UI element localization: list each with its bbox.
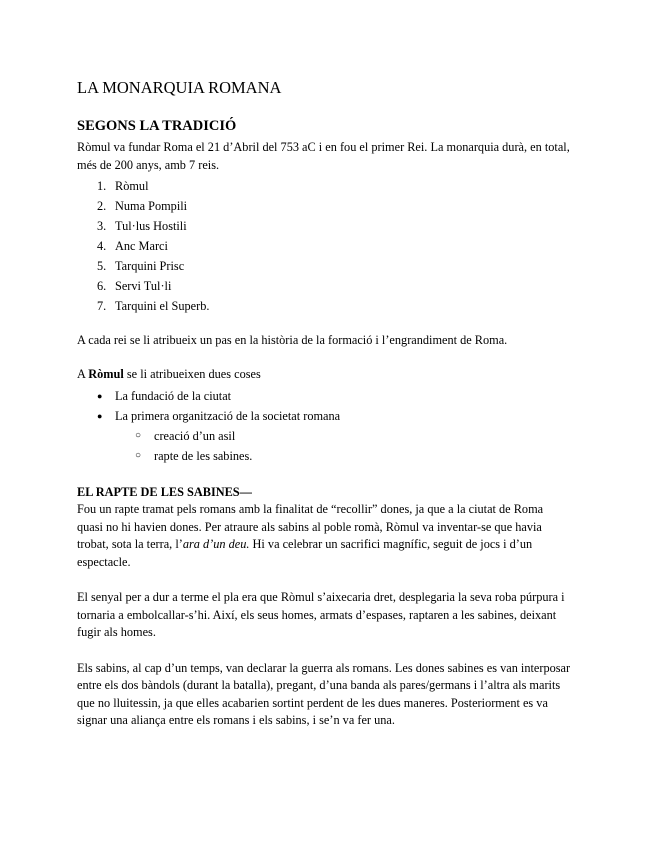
- p1-after: Hi va celebrar un sacrifici magnífic, seguit de jocs i d’un espectacle.: [77, 537, 533, 569]
- list-number: 6.: [97, 279, 107, 293]
- each-king-paragraph: A cada rei se li atribueix un pas en la història de la formació i l’engrandiment de Roma.: [77, 333, 508, 347]
- king-name: Tarquini el Superb.: [115, 299, 210, 313]
- spacer: [77, 571, 572, 589]
- spacer: [77, 316, 572, 332]
- list-item: [97, 276, 572, 296]
- section-heading-sabines: EL RAPTE DE LES SABINES—: [77, 485, 252, 499]
- king-name: Tarquini Prisc: [115, 259, 185, 273]
- sabines-paragraph-3: Els sabins, al cap d’un temps, van declarar la guerra als romans. Les dones sabines es van interposar entre els dos bàndols (durant la batalla), pregant, d’una banda als pares/germans i l’altra als marits que no lluitessin, ja que elles acabarien sortint perdent de les dues maneres. Posteriorment es va signar una aliança entre els romans i els sabins, i se’n va fer una.: [77, 660, 571, 727]
- romul-prefix: A: [77, 366, 89, 381]
- hollow-circle-bullet-icon: ○: [135, 450, 142, 461]
- list-item: [135, 446, 572, 466]
- romul-suffix: se li atribueixen dues coses: [123, 366, 261, 381]
- section-heading-tradition: SEGONS LA TRADICIÓ: [77, 118, 237, 134]
- list-item: [97, 406, 572, 466]
- page-title: LA MONARQUIA ROMANA: [77, 78, 282, 97]
- p1-before: Fou un rapte tramat pels romans amb la finalitat de “recollir” dones, ja que a la ciutat de Roma quasi no hi havien dones. Per atraure als sabins al poble romà, Ròmul va inventar-se que havia trobat, sota la terra, l’: [77, 502, 544, 551]
- king-name: Servi Tul·li: [115, 279, 172, 293]
- list-number: 2.: [97, 199, 107, 213]
- list-item: [97, 216, 572, 236]
- sub-bullet-text: creació d’un asil: [154, 429, 236, 443]
- sabines-paragraph-1: [77, 501, 572, 571]
- list-number: 5.: [97, 259, 107, 273]
- intro-paragraph: Ròmul va fundar Roma el 21 d’Abril del 753 aC i en fou el primer Rei. La monarquia durà, en total, més de 200 anys, amb 7 reis.: [77, 140, 570, 172]
- romul-bullet-list: [77, 386, 572, 466]
- filled-circle-bullet-icon: ●: [97, 411, 103, 421]
- list-number: 1.: [97, 179, 107, 193]
- list-item: [97, 236, 572, 256]
- list-item: [97, 196, 572, 216]
- list-item: [97, 256, 572, 276]
- king-name: Anc Marci: [115, 239, 168, 253]
- king-name: Tul·lus Hostili: [115, 219, 187, 233]
- list-number: 3.: [97, 219, 107, 233]
- document-body: [77, 116, 572, 730]
- list-item: [135, 426, 572, 446]
- list-item: [97, 296, 572, 316]
- king-name: Numa Pompili: [115, 199, 188, 213]
- spacer: [77, 350, 572, 366]
- bullet-text: La fundació de la ciutat: [115, 389, 232, 403]
- sub-bullet-list: [115, 426, 572, 466]
- sabines-paragraph-2: El senyal per a dur a terme el pla era que Ròmul s’aixecaria dret, desplegaria la seva roba púrpura i tornaria a embolcallar-s’hi. Així, els seus homes, armats d’espases, raptaren a les sabines, deixant fugir als homes.: [77, 590, 565, 639]
- bullet-text: La primera organització de la societat romana: [115, 409, 341, 423]
- filled-circle-bullet-icon: ●: [97, 391, 103, 401]
- list-item: [97, 386, 572, 406]
- romul-bold: Ròmul: [88, 366, 124, 381]
- spacer: [77, 642, 572, 660]
- list-number: 7.: [97, 299, 107, 313]
- sub-bullet-text: rapte de les sabines.: [154, 449, 253, 463]
- king-name: Ròmul: [115, 179, 149, 193]
- list-number: 4.: [97, 239, 107, 253]
- list-item: [97, 176, 572, 196]
- romul-paragraph: [77, 366, 572, 384]
- p1-italic: ara d’un deu.: [182, 537, 250, 551]
- kings-list: [77, 176, 572, 316]
- hollow-circle-bullet-icon: ○: [135, 430, 142, 441]
- spacer: [77, 466, 572, 484]
